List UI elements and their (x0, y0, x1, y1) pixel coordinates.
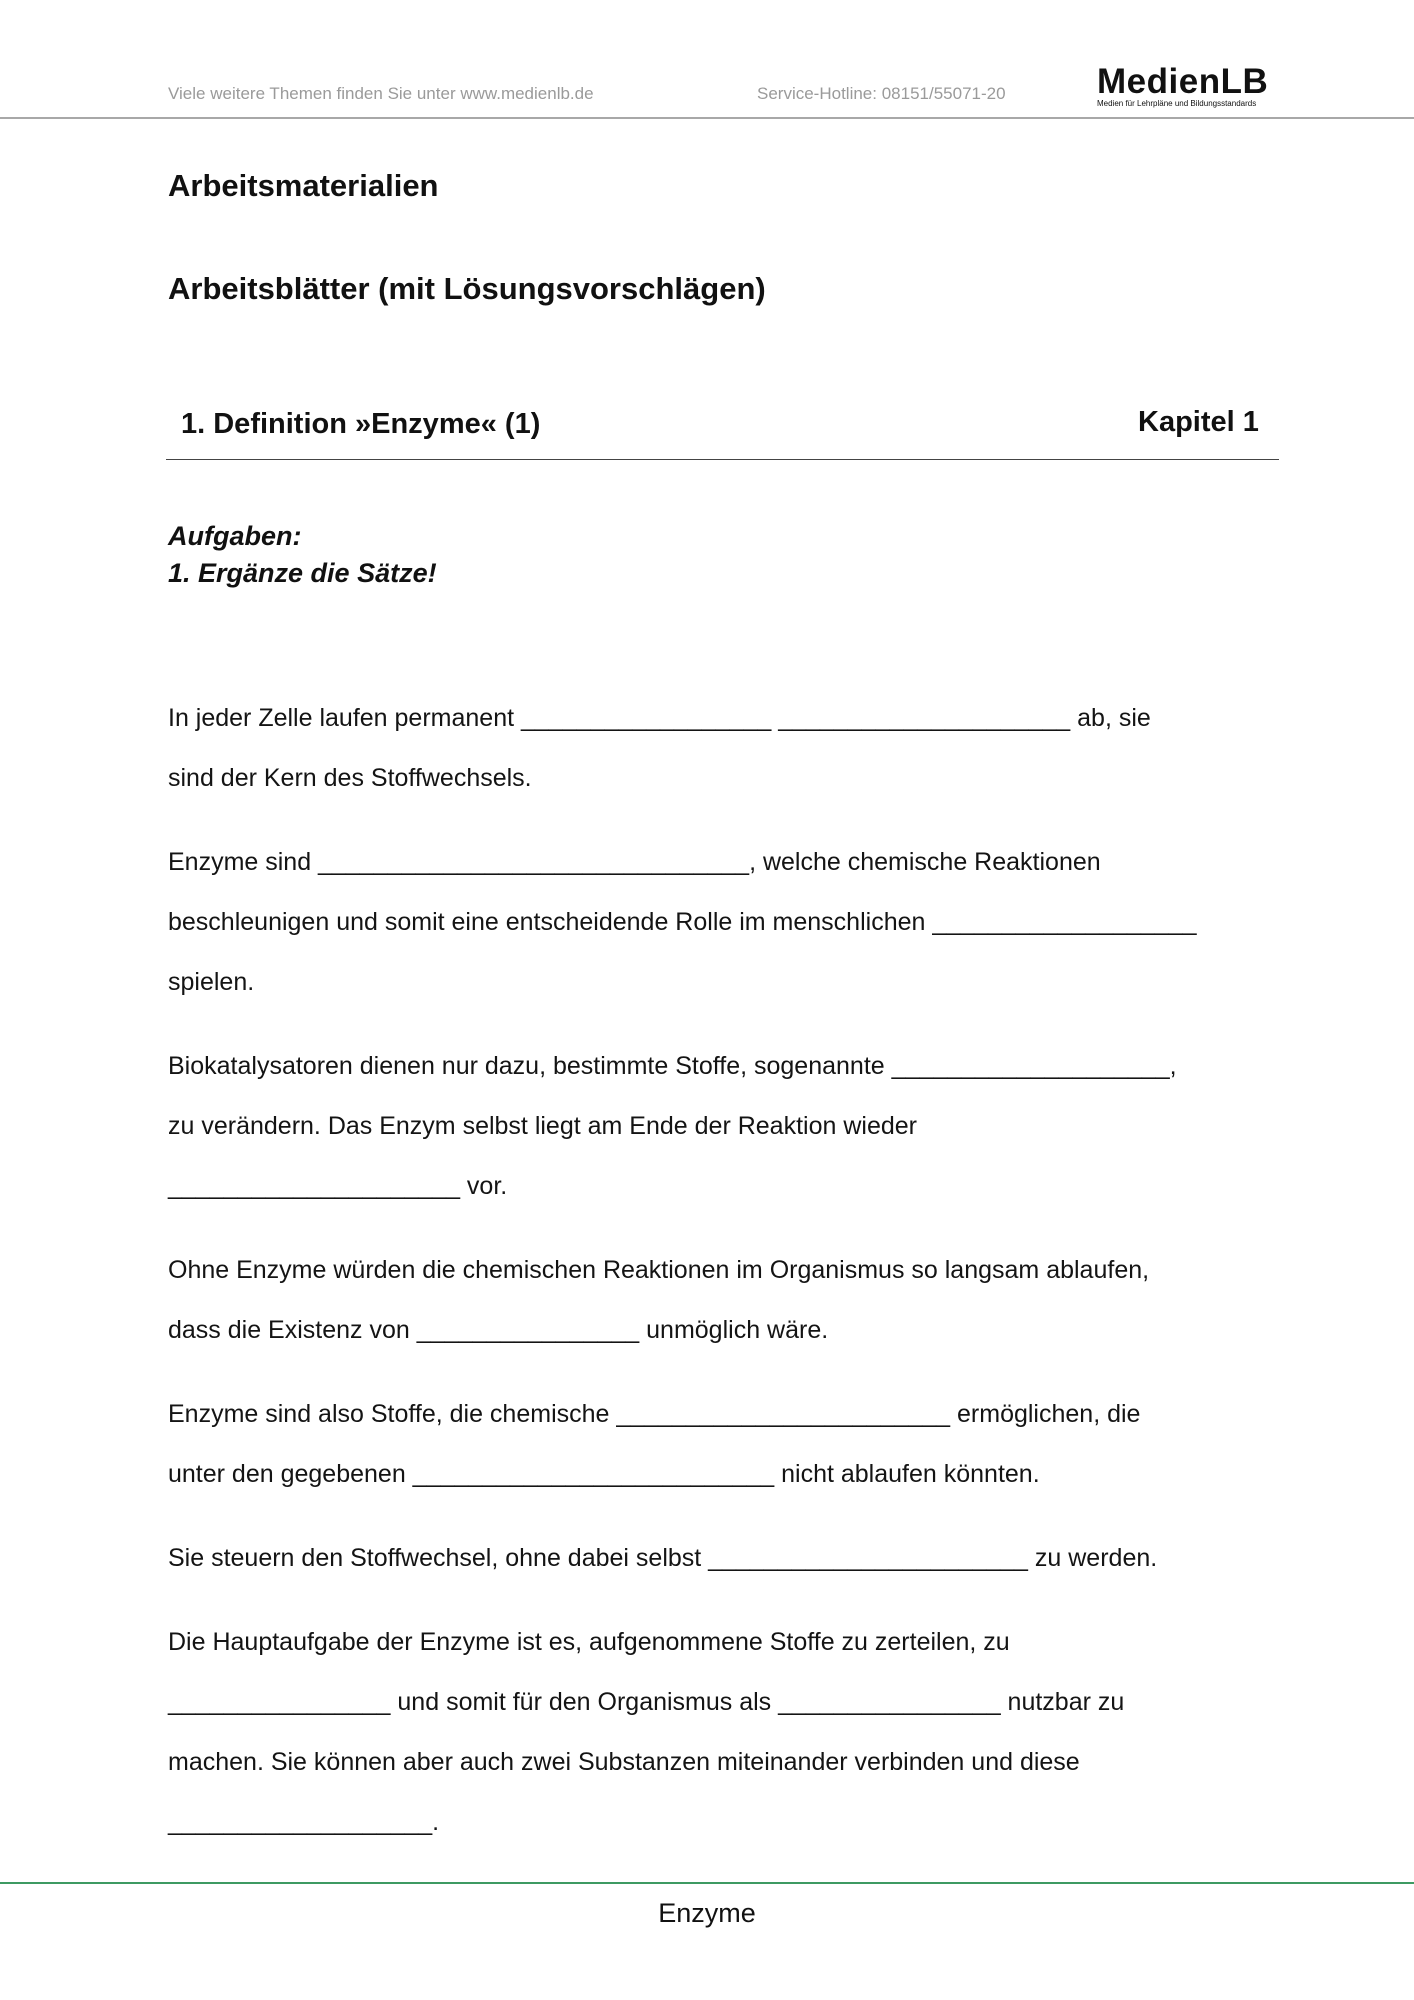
sentence-line: machen. Sie können aber auch zwei Substanzen miteinander verbinden und diese (168, 1748, 1080, 1776)
sentence-line: zu verändern. Das Enzym selbst liegt am Ende der Reaktion wieder (168, 1112, 917, 1140)
sentence-line: sind der Kern des Stoffwechsels. (168, 764, 532, 792)
chapter-divider (166, 459, 1279, 460)
sentence-line: _____________________ vor. (168, 1172, 508, 1200)
logo-subtitle: Medien für Lehrpläne und Bildungsstandards (1097, 99, 1257, 108)
sentence-line: ___________________. (168, 1808, 440, 1836)
sentence-line: Sie steuern den Stoffwechsel, ohne dabei selbst _______________________ zu werden. (168, 1544, 1158, 1572)
chapter-title: 1. Definition »Enzyme« (1) (181, 408, 541, 440)
sentence-line: Enzyme sind _______________________________, welche chemische Reaktionen (168, 848, 1101, 876)
brand-logo (1097, 64, 1268, 108)
sentence-line: ________________ und somit für den Organismus als ________________ nutzbar zu (168, 1688, 1125, 1716)
logo-title: MedienLB (1097, 62, 1269, 101)
tasks-label: Aufgaben: (168, 521, 302, 551)
task-instruction: 1. Ergänze die Sätze! (168, 558, 437, 588)
sentence-line: Enzyme sind also Stoffe, die chemische ________________________ ermöglichen, die (168, 1400, 1141, 1428)
footer-divider (0, 1882, 1414, 1884)
sentence-line: dass die Existenz von ________________ unmöglich wäre. (168, 1316, 829, 1344)
sentence-line: Die Hauptaufgabe der Enzyme ist es, aufgenommene Stoffe zu zerteilen, zu (168, 1628, 1010, 1656)
header-hotline: Service-Hotline: 08151/55071-20 (757, 84, 1006, 103)
sentence-line: beschleunigen und somit eine entscheidende Rolle im menschlichen ___________________ (168, 908, 1197, 936)
sentence-line: Ohne Enzyme würden die chemischen Reaktionen im Organismus so langsam ablaufen, (168, 1256, 1150, 1284)
header-website-note: Viele weitere Themen finden Sie unter www.medienlb.de (168, 84, 594, 103)
chapter-label: Kapitel 1 (1138, 406, 1259, 438)
sentence-line: Biokatalysatoren dienen nur dazu, bestimmte Stoffe, sogenannte ____________________, (168, 1052, 1177, 1080)
sentence-line: unter den gegebenen __________________________ nicht ablaufen könnten. (168, 1460, 1040, 1488)
page-subtitle: Arbeitsblätter (mit Lösungsvorschlägen) (168, 271, 766, 306)
header-divider (0, 117, 1414, 119)
sentence-line: In jeder Zelle laufen permanent __________________ _____________________ ab, sie (168, 704, 1151, 732)
sentence-line: spielen. (168, 968, 255, 996)
footer-title: Enzyme (658, 1898, 756, 1928)
page-title: Arbeitsmaterialien (168, 168, 439, 203)
